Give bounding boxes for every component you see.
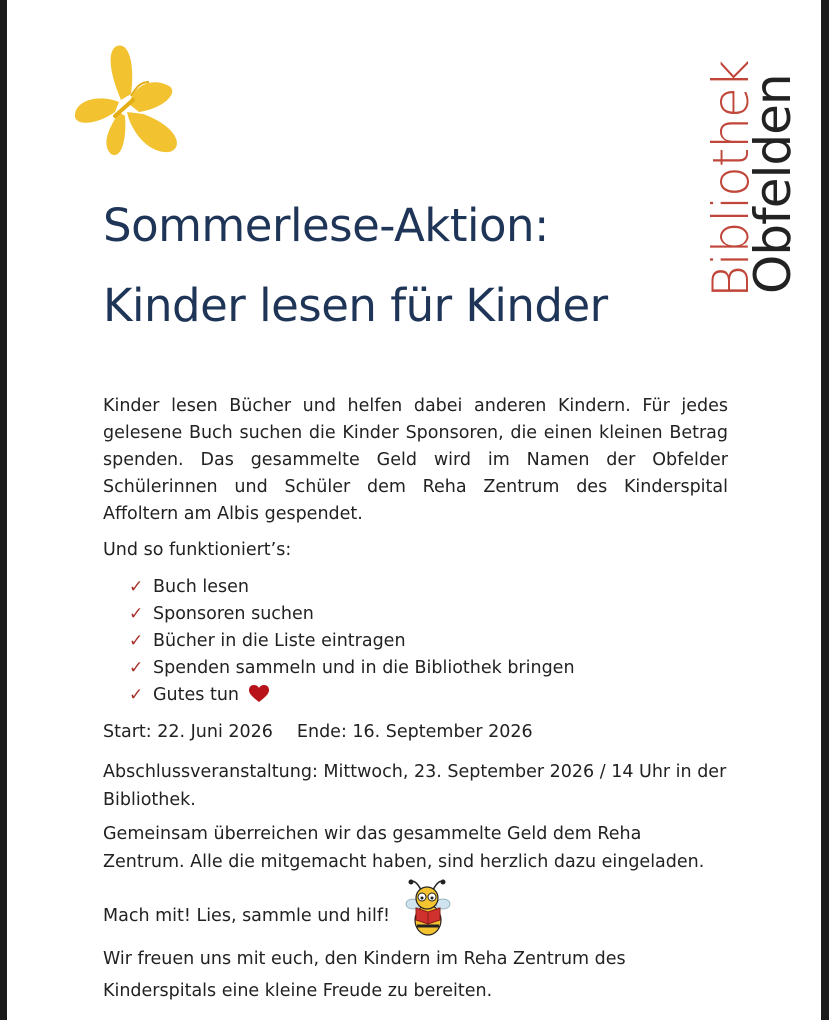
check-icon: ✓ xyxy=(129,685,144,705)
bee-reading-icon xyxy=(403,878,453,938)
step-label: Bücher in die Liste eintragen xyxy=(153,631,406,651)
call-to-action: Mach mit! Lies, sammle und hilf! xyxy=(103,906,391,926)
step-label: Buch lesen xyxy=(153,577,249,597)
intro-paragraph: Kinder lesen Bücher und helfen dabei anderen Kindern. Für jedes gelesene Buch suchen die Kinder Sponsoren, die einen kleinen Betrag spenden. Das gesammelte Geld wird im Namen der Obfelder Schülerinnen und Schüler dem Reha Zentrum des Kinderspital Affoltern am Albis gespendet. xyxy=(103,396,728,524)
butterfly-icon xyxy=(69,42,189,162)
logo-text-obfelden: Obfelden xyxy=(744,74,802,294)
list-item xyxy=(129,655,575,682)
end-date: Ende: 16. September 2026 xyxy=(296,722,533,742)
dates-line xyxy=(103,719,728,746)
check-icon: ✓ xyxy=(129,658,144,678)
poster-title xyxy=(103,186,703,346)
check-icon: ✓ xyxy=(129,631,144,651)
step-label: Sponsoren suchen xyxy=(153,604,314,624)
title-line-2: Kinder lesen für Kinder xyxy=(103,279,608,332)
final-paragraph: Wir freuen uns mit euch, den Kindern im Reha Zentrum des Kinderspitals eine kleine Freude zu bereiten. xyxy=(103,949,626,1001)
heart-icon xyxy=(249,685,269,703)
title-line-1: Sommerlese-Aktion: xyxy=(103,199,549,252)
start-date: Start: 22. Juni 2026 xyxy=(103,722,273,742)
list-item xyxy=(129,574,575,601)
step-label: Gutes tun xyxy=(153,685,240,705)
poster-page xyxy=(7,0,821,1020)
logo-text-bibliothek: Bibliothek xyxy=(702,60,760,298)
step-label: Spenden sammeln und in die Bibliothek bringen xyxy=(153,658,575,678)
steps-list xyxy=(129,574,575,709)
check-icon: ✓ xyxy=(129,604,144,624)
list-item xyxy=(129,682,575,709)
check-icon: ✓ xyxy=(129,577,144,597)
closing-event: Abschlussveranstaltung: Mittwoch, 23. September 2026 / 14 Uhr in der Bibliothek. xyxy=(103,762,727,810)
library-logo xyxy=(702,12,802,302)
list-item xyxy=(129,601,575,628)
list-item xyxy=(129,628,575,655)
together-paragraph: Gemeinsam überreichen wir das gesammelte Geld dem Reha Zentrum. Alle die mitgemacht haben, sind herzlich dazu eingeladen. xyxy=(103,824,705,872)
howto-heading: Und so funktioniert’s: xyxy=(103,540,292,560)
